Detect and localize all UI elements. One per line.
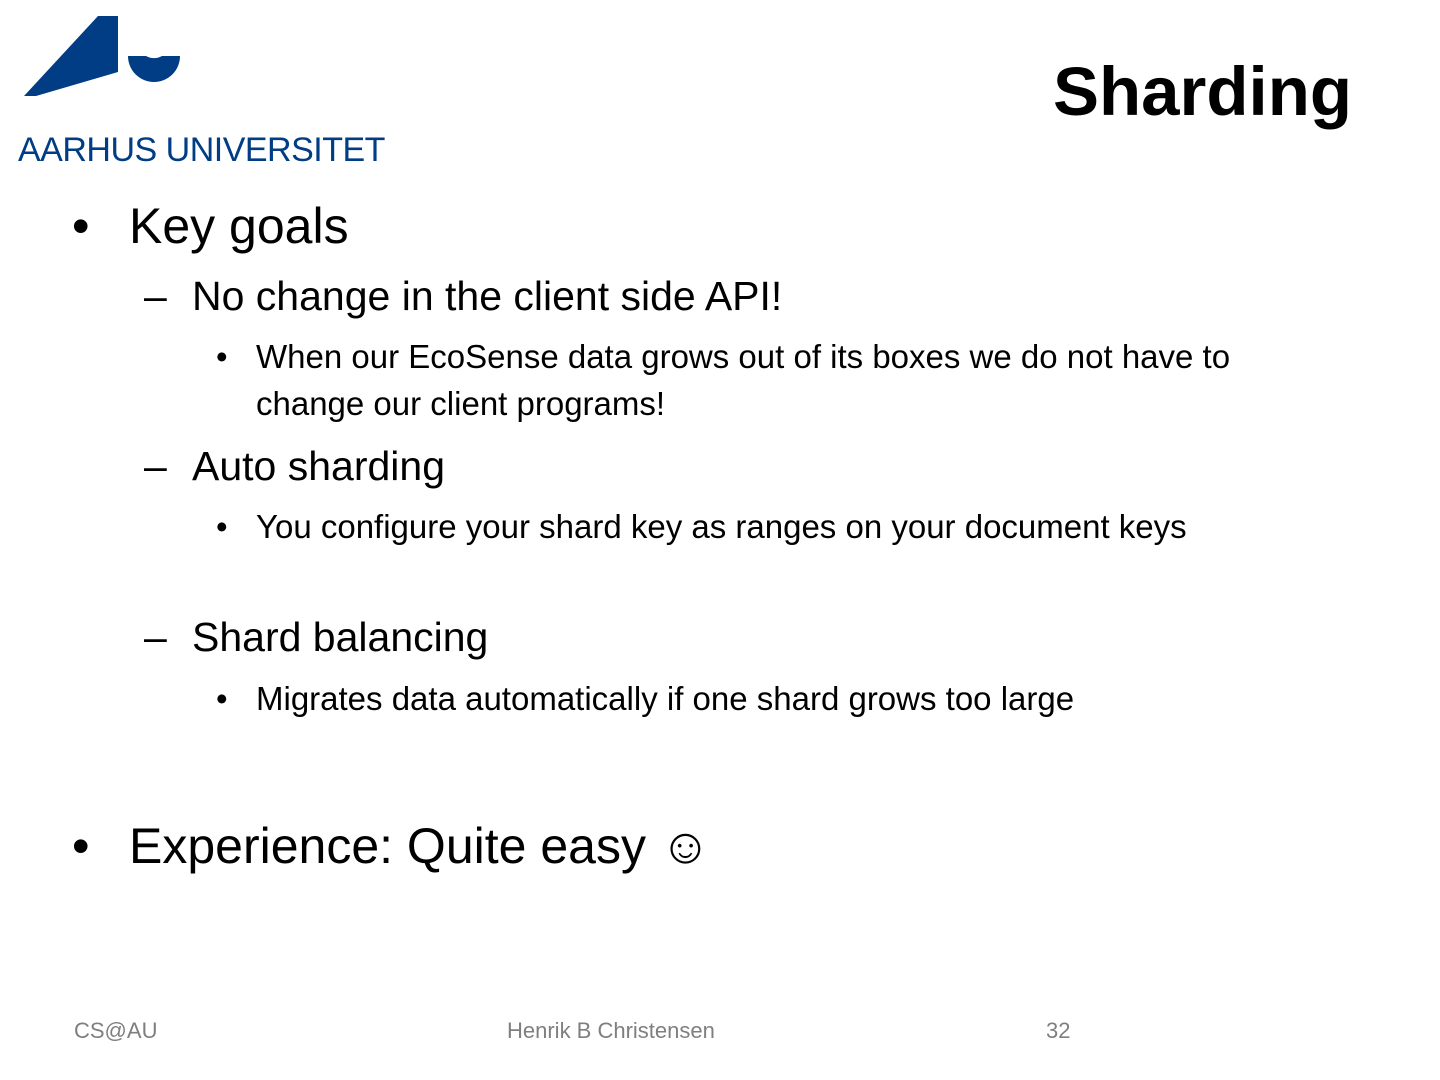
- bullet-text: When our EcoSense data grows out of its boxes we do not have to change our client programs!: [256, 338, 1231, 422]
- slide-title: Sharding: [1052, 53, 1352, 130]
- bullet-text: Auto sharding: [192, 443, 446, 489]
- bullet-text: Shard balancing: [192, 614, 489, 660]
- bullet-text: No change in the client side API!: [192, 273, 783, 319]
- page-number: 32: [1046, 1018, 1071, 1043]
- dash-marker: –: [144, 273, 167, 319]
- bullet-text: Experience: Quite easy ☺: [129, 818, 711, 874]
- dash-marker: –: [144, 614, 167, 660]
- bullet-text: You configure your shard key as ranges on your document keys: [256, 508, 1187, 545]
- bullet-marker: •: [216, 338, 228, 375]
- university-logo: [18, 14, 413, 170]
- footer-org: CS@AU: [74, 1018, 158, 1043]
- bullet-marker: •: [216, 508, 228, 545]
- bullet-marker: •: [216, 680, 228, 717]
- footer-author: Henrik B Christensen: [507, 1018, 715, 1043]
- university-name: AARHUS UNIVERSITET: [18, 131, 385, 169]
- bullet-marker: •: [72, 818, 90, 874]
- aarhus-seal-icon: [18, 14, 188, 104]
- bullet-text: Migrates data automatically if one shard grows too large: [256, 680, 1075, 717]
- dash-marker: –: [144, 443, 167, 489]
- bullet-text: Key goals: [129, 198, 349, 254]
- bullet-marker: •: [72, 198, 90, 254]
